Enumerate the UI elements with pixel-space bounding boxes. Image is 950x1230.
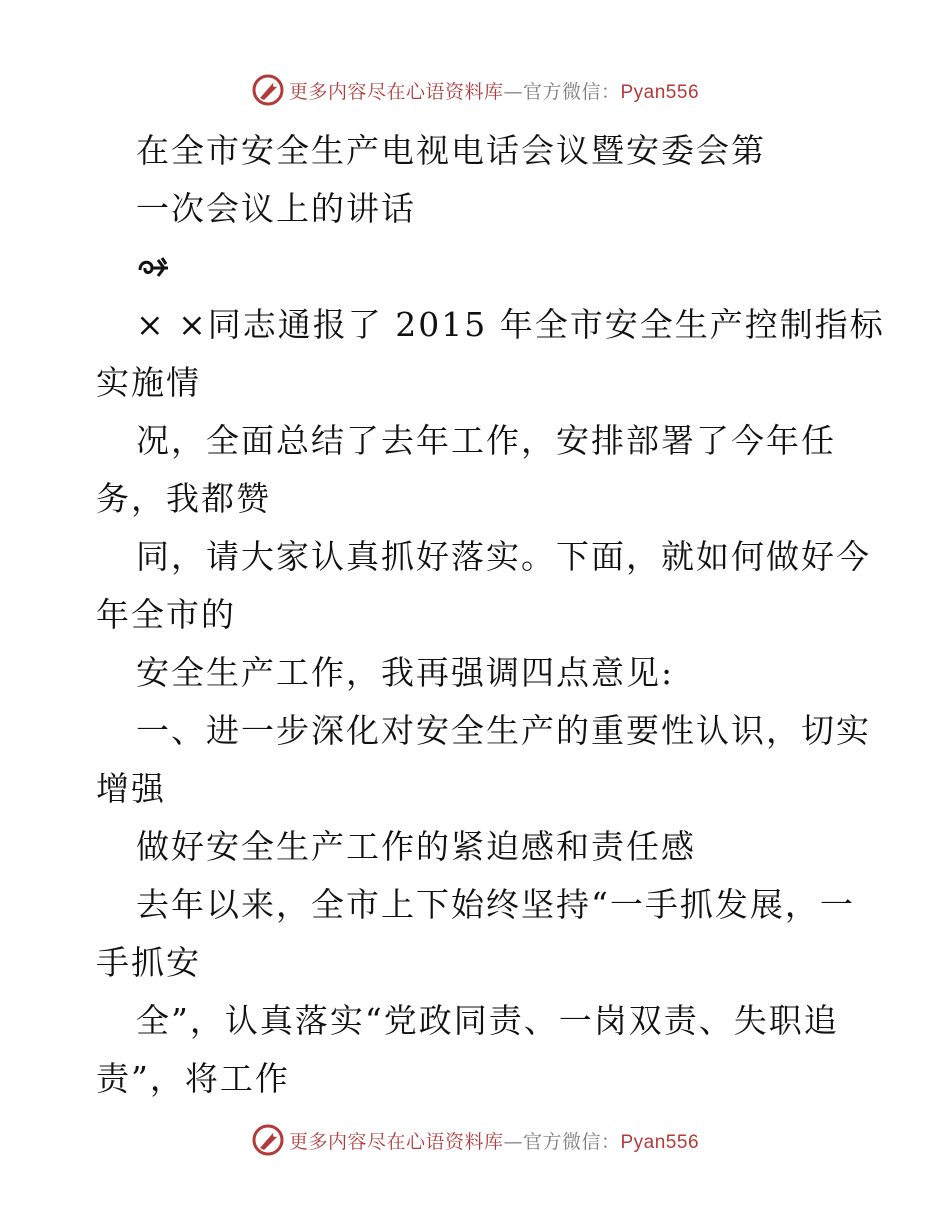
paragraph-line: 同，请大家认真抓好落实。下面，就如何做好今 — [136, 537, 871, 576]
header-watermark — [0, 70, 950, 110]
watermark-account: Pyan556 — [620, 1131, 700, 1153]
fleuron-ornament-icon — [136, 254, 172, 280]
paragraph-line: 况，全面总结了去年工作，安排部署了今年任 — [136, 421, 836, 460]
paragraph-line: × ×同志通报了 2015 年全市安全生产控制指标 — [136, 305, 885, 344]
watermark-dash: — — [503, 1130, 523, 1153]
document-page — [96, 122, 885, 1108]
paragraph-line: 安全生产工作，我再强调四点意见: — [136, 653, 675, 692]
paragraph-line: 手抓安 — [96, 943, 201, 982]
watermark-site-name: 更多内容尽在心语资料库 — [288, 80, 504, 103]
section-heading-line: 一、进一步深化对安全生产的重要性认识，切实 — [136, 711, 871, 750]
paragraph-line: 责”，将工作 — [96, 1059, 290, 1098]
watermark-dash: — — [503, 80, 523, 103]
watermark-wechat-label: 官方微信： — [522, 80, 621, 103]
doc-title-line-2: 一次会议上的讲话 — [136, 189, 416, 228]
section-heading-line: 增强 — [96, 769, 166, 808]
pen-nib-logo-icon — [251, 73, 285, 107]
paragraph-line: 实施情 — [96, 363, 201, 402]
ornament-row — [96, 238, 856, 296]
paragraph-line: 去年以来，全市上下始终坚持“一手抓发展，一 — [136, 885, 855, 924]
watermark-wechat-label: 官方微信： — [522, 1130, 621, 1153]
pen-nib-logo-icon — [251, 1123, 285, 1157]
footer-watermark — [0, 1120, 950, 1160]
paragraph-line: 务，我都赞 — [96, 479, 271, 518]
watermark-text — [289, 1127, 699, 1154]
watermark-site-name: 更多内容尽在心语资料库 — [288, 1130, 504, 1153]
watermark-text — [289, 77, 699, 104]
paragraph-line: 全”，认真落实“党政同责、一岗双责、失职追 — [136, 1001, 839, 1040]
watermark-account: Pyan556 — [620, 81, 700, 103]
section-heading-line: 做好安全生产工作的紧迫感和责任感 — [136, 827, 696, 866]
paragraph-line: 年全市的 — [96, 595, 236, 634]
doc-title-line-1: 在全市安全生产电视电话会议暨安委会第 — [136, 131, 766, 170]
